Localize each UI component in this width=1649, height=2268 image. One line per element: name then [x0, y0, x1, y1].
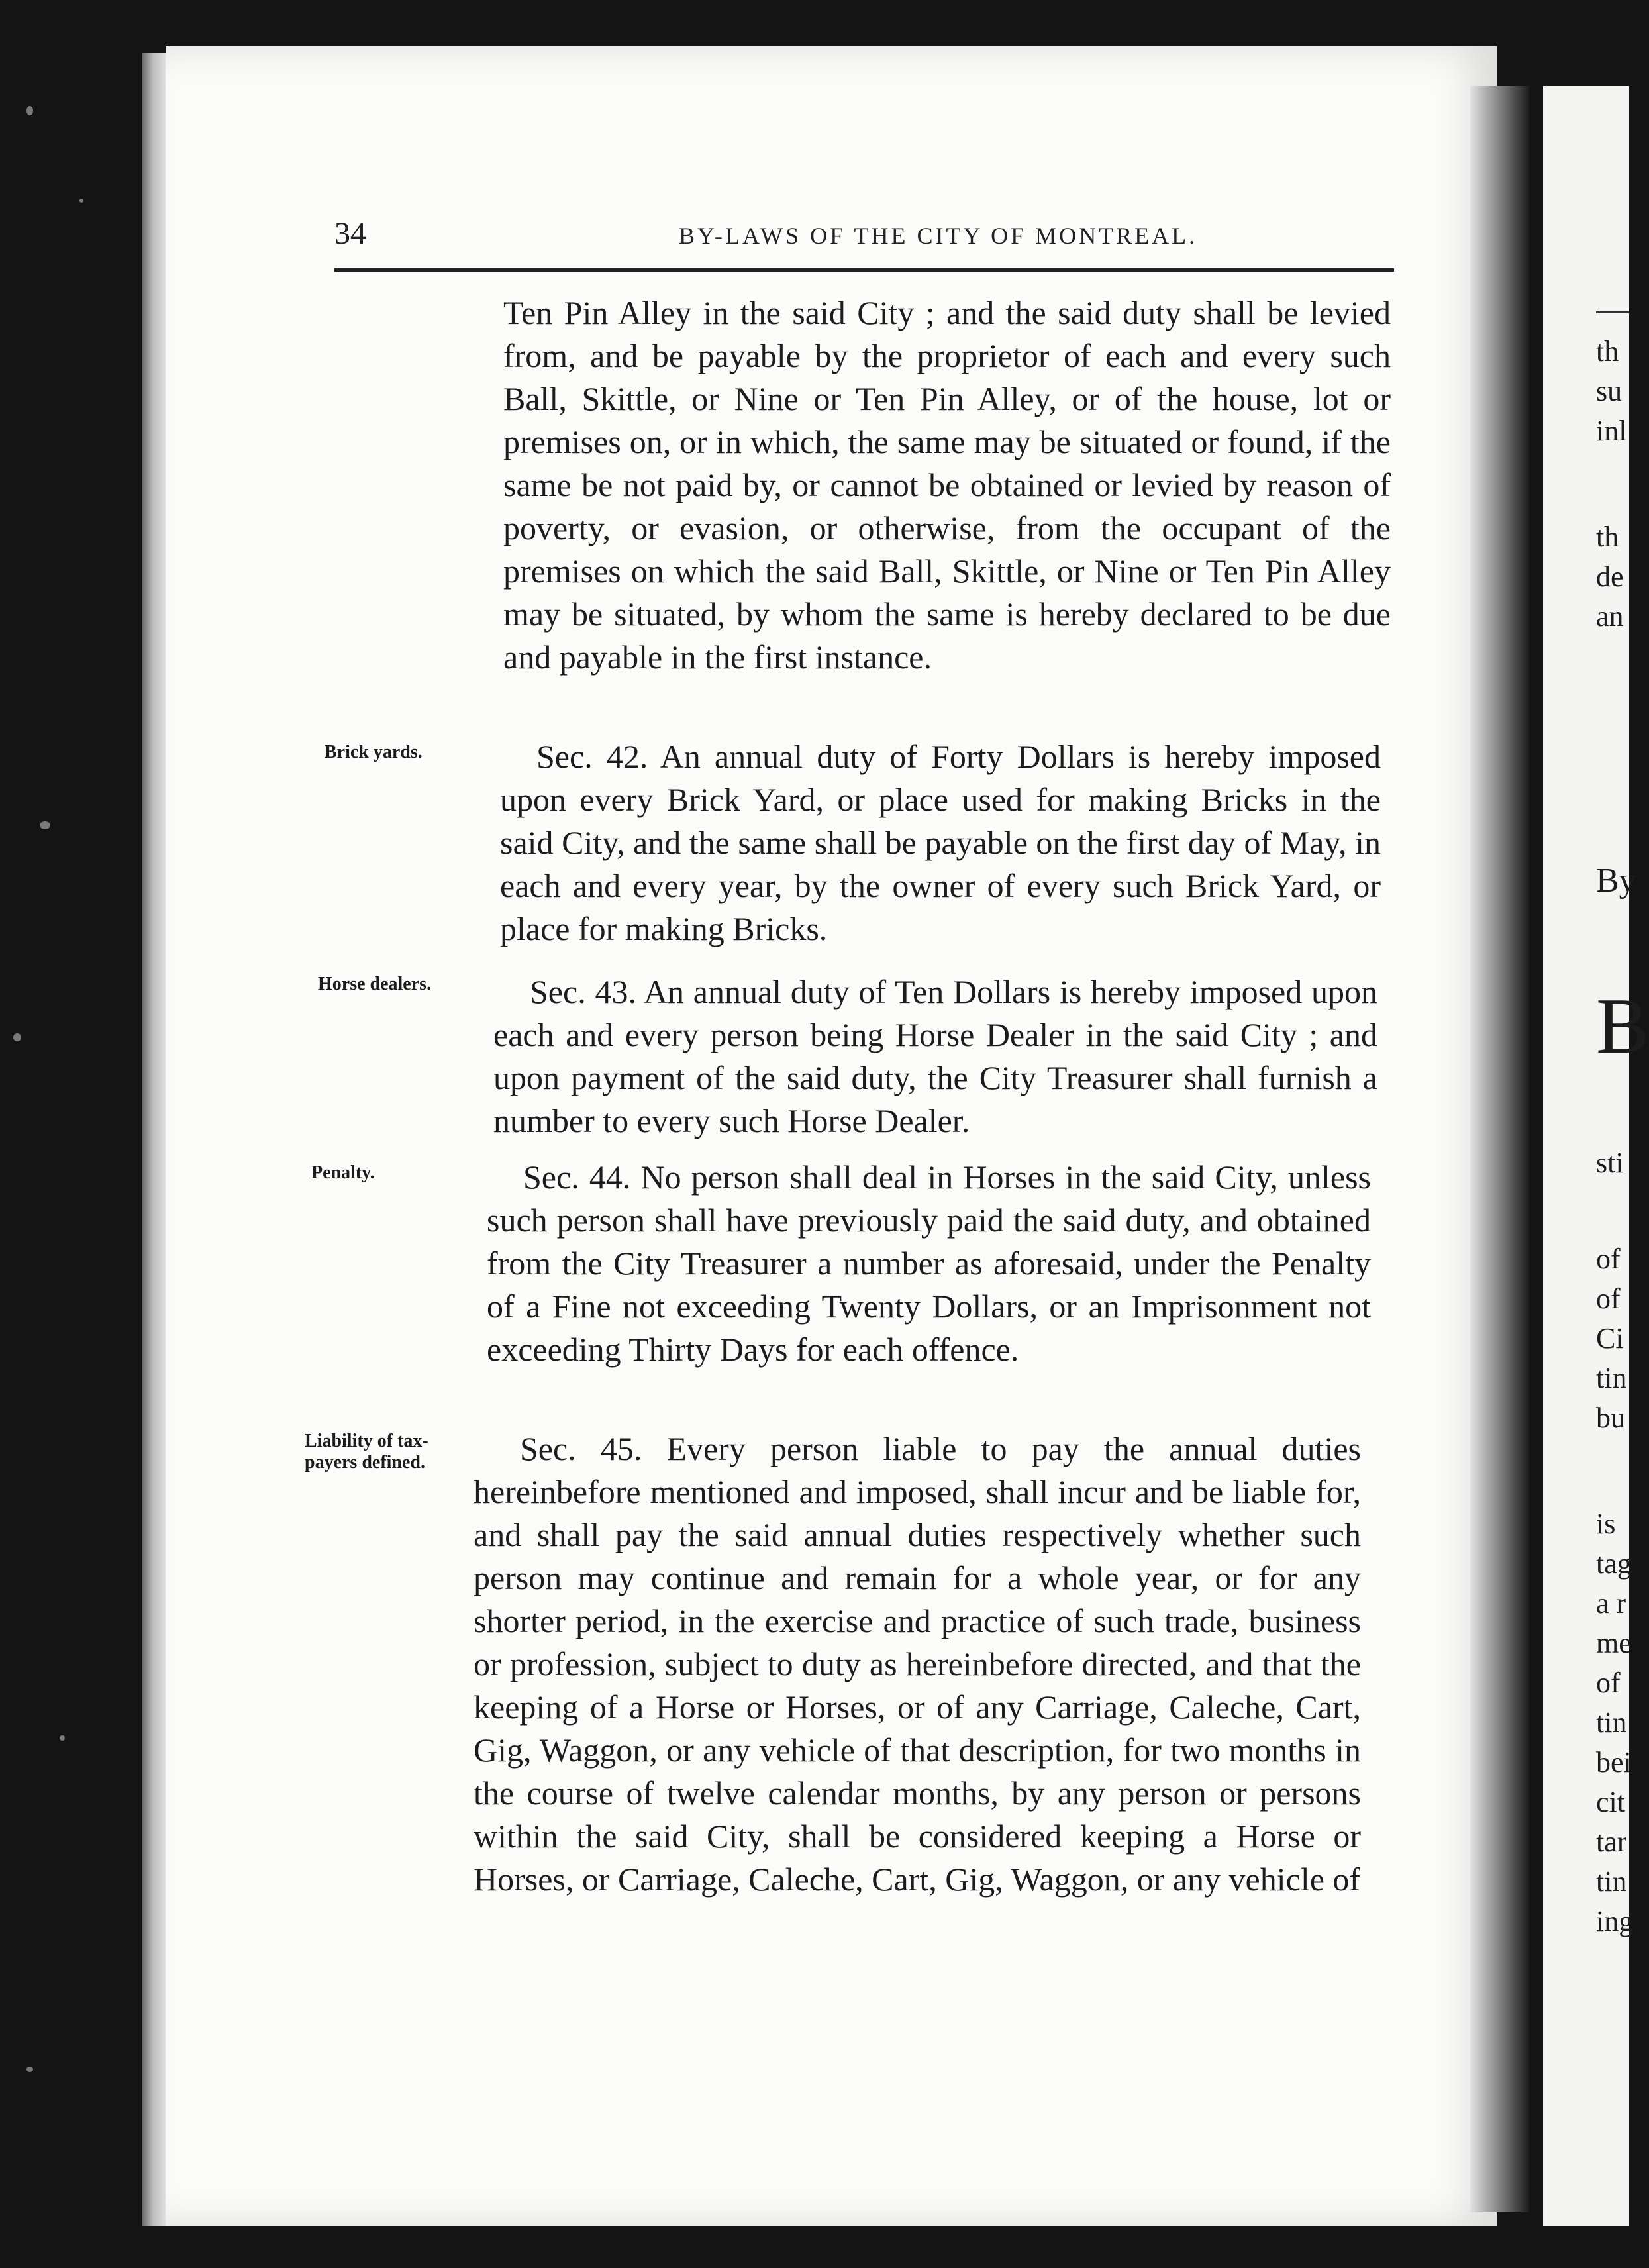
facing-fragment: of [1596, 1667, 1621, 1699]
facing-fragment: su [1596, 375, 1623, 407]
header-rule [334, 268, 1394, 272]
facing-fragment: de [1596, 560, 1624, 593]
facing-fragment: tag [1596, 1547, 1632, 1580]
section-42: Sec. 42. An annual duty of Forty Dollars is hereby imposed upon every Brick Yard, or place used for making Bricks in the said City, and the same shall be payable on the first day of May, in each and every year, by the owner of every such Brick Yard, or place for making Bricks. [500, 738, 1381, 947]
facing-fragment: bei [1596, 1746, 1632, 1778]
facing-fragment: Ci [1596, 1322, 1624, 1355]
scan-speck [40, 821, 50, 829]
facing-fragment: tin [1596, 1362, 1627, 1394]
running-title: BY-LAWS OF THE CITY OF MONTREAL. [679, 223, 1198, 249]
facing-fragment: tin [1596, 1865, 1627, 1898]
section-45: Sec. 45. Every person liable to pay the annual duties hereinbefore mentioned and imposed, shall incur and be liable for, and shall pay the said annual duties respectively whether such person may continue and remain for a whole year, or for any shorter period, in the exercise and practice of such trade, business or profession, subject to duty as hereinbefore directed, and that the keeping of a Horse or Horses, or of any Carriage, Caleche, Cart, Gig, Waggon, or any vehicle of that description, for two months in the course of twelve calendar months, by any person or persons within the said City, shall be considered keeping a Horse or Horses, or Carriage, Caleche, Cart, Gig, Waggon, or any vehicle of [474, 1430, 1361, 1898]
running-head [334, 215, 1394, 255]
section-43: Sec. 43. An annual duty of Ten Dollars is hereby imposed upon each and every person being Horse Dealer in the said City ; and upon payment of the said duty, the City Treasurer shall furnish a number to every such Horse Dealer. [493, 973, 1377, 1139]
facing-fragment: of [1596, 1243, 1621, 1275]
margin-note-brick-yards: Brick yards. [325, 742, 423, 762]
scan-speck [13, 1033, 21, 1041]
facing-page [1543, 86, 1649, 2226]
page-number: 34 [334, 216, 366, 251]
facing-fragment: of [1596, 1282, 1621, 1315]
scan-speck [79, 199, 83, 203]
facing-fragment: tin [1596, 1706, 1627, 1739]
paragraph-continuation: Ten Pin Alley in the said City ; and the said duty shall be levied from, and be payable by the proprietor of each and every such Ball, Skittle, or Nine or Ten Pin Alley, or of the house, lot or premises on, or in which, the same may be situated or found, if the same be not paid by, or cannot be obtained or levied by reason of poverty, or evasion, or otherwise, from the occupant of the premises on which the said Ball, Skittle, or Nine or Ten Pin Alley may be situated, by whom the same is hereby declared to be due and payable in the first instance. [503, 294, 1391, 676]
page-edge [142, 53, 169, 2226]
book-gutter [1470, 86, 1530, 2212]
facing-fragment: a r [1596, 1587, 1626, 1620]
facing-fragment: B [1596, 982, 1649, 1070]
facing-fragment: inl [1596, 415, 1627, 447]
facing-fragment: ing [1596, 1905, 1634, 1937]
facing-fragment: cit [1596, 1786, 1625, 1818]
scan-speck [26, 106, 33, 115]
scan-speck [60, 1735, 65, 1741]
facing-fragment: th [1596, 521, 1619, 553]
facing-fragment: tar [1596, 1826, 1627, 1858]
section-44: Sec. 44. No person shall deal in Horses in the said City, unless such person shall have previously paid the said duty, and obtained from the City Treasurer a number as aforesaid, under the Penalty of a Fine not exceeding Twenty Dollars, or an Imprisonment not exceeding Thirty Days for each offence. [487, 1159, 1371, 1368]
margin-note-penalty: Penalty. [311, 1162, 375, 1183]
facing-fragment: an [1596, 600, 1624, 633]
facing-fragment: is [1596, 1508, 1616, 1540]
facing-fragment: bu [1596, 1402, 1625, 1434]
facing-fragment: By [1596, 862, 1636, 900]
facing-page-dash [1596, 311, 1629, 313]
facing-fragment: me [1596, 1627, 1632, 1659]
facing-fragment: sti [1596, 1147, 1624, 1179]
margin-note-horse-dealers: Horse dealers. [318, 974, 432, 994]
scan-speck [26, 2067, 33, 2072]
facing-fragment: th [1596, 335, 1619, 368]
margin-note-liability: Liability of tax- payers defined. [305, 1431, 428, 1472]
